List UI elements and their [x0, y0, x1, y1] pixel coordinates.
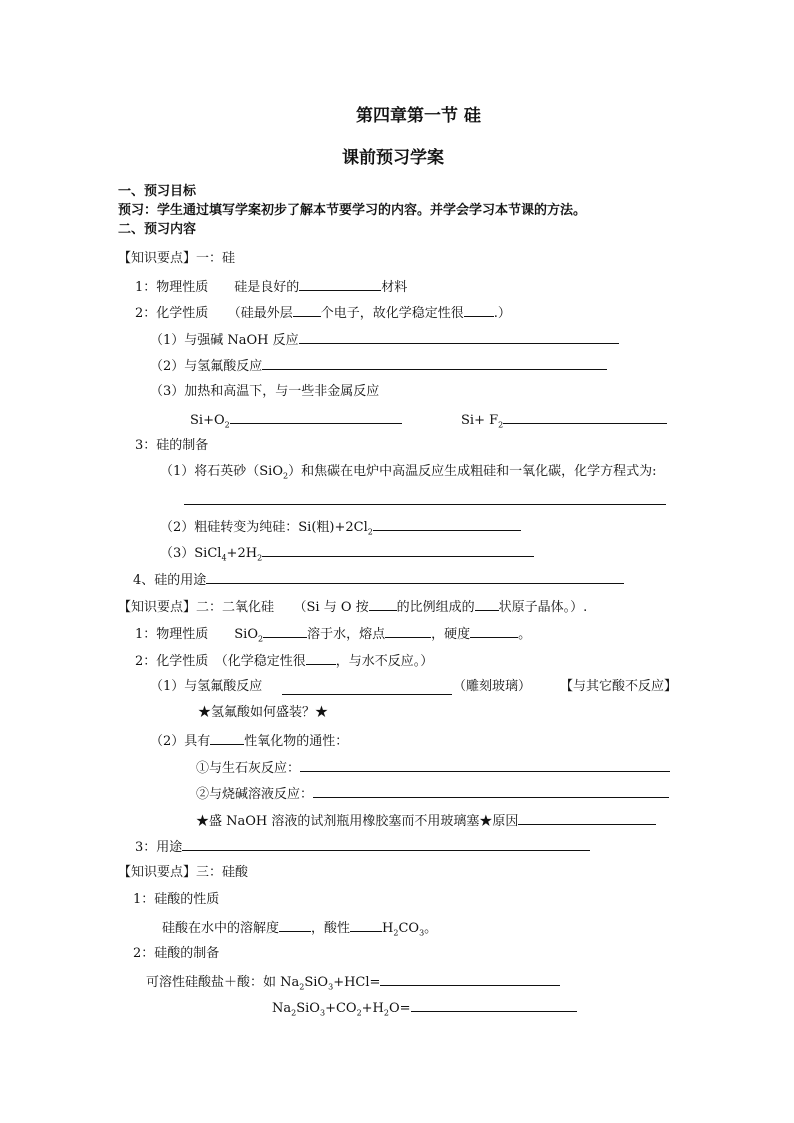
si-naoh-line	[150, 331, 619, 349]
sio2-hardness-blank[interactable]	[470, 625, 518, 638]
silicic-co2-sub4: 2	[383, 1008, 389, 1018]
si-prep-2-line	[160, 518, 521, 536]
si-chemical-end: .）	[493, 306, 511, 321]
sio2-stability-blank[interactable]	[306, 652, 336, 665]
sio2-chemical-end: ，与水不反应。）	[335, 654, 434, 669]
si-naoh-text: （1）与强碱 NaOH 反应	[150, 333, 299, 348]
si-prep-3-blank[interactable]	[262, 544, 534, 557]
silicic-solubility-end: 。	[424, 921, 438, 936]
si-prep-3-line	[160, 544, 534, 562]
silicic-co2-end: O=	[388, 1001, 411, 1016]
sio2-chemical-line	[135, 652, 433, 670]
si-physical-text: 1：物理性质 硅是良好的	[135, 280, 300, 295]
si-hf-line	[150, 357, 607, 375]
sio2-physical-end: 。	[518, 627, 532, 642]
si-f2-line	[461, 411, 667, 429]
si-prep-3-sub2: 2	[257, 553, 263, 563]
silicic-hcl-sio: SiO	[304, 975, 329, 990]
sio2-physical-line	[135, 625, 531, 643]
silicic-co2-sio: SiO	[296, 1001, 320, 1016]
section-heading-content: 二、预习内容	[118, 222, 197, 237]
sio2-naoh-blank[interactable]	[313, 785, 669, 798]
sio2-hf-line	[150, 679, 262, 695]
silicic-prep-heading: 2：硅酸的制备	[133, 946, 220, 961]
h2co3-h: H	[382, 921, 394, 936]
sio2-hf-note: （雕刻玻璃）	[453, 679, 532, 694]
silicic-co2-sub2: 3	[319, 1008, 326, 1018]
sio2-structure-blank[interactable]	[475, 598, 499, 611]
sio2-stopper-text: ★盛 NaOH 溶液的试剂瓶用橡胶塞而不用玻璃塞★原因	[196, 814, 519, 829]
silicic-solubility-text: 硅酸在水中的溶解度	[162, 921, 280, 936]
si-stability-blank[interactable]	[464, 304, 494, 317]
sio2-oxide-type-blank[interactable]	[210, 732, 244, 745]
silicic-hcl-sub1: 2	[299, 982, 305, 992]
silicic-hcl-line	[146, 973, 560, 991]
silicic-hcl-end: +HCl=	[333, 975, 381, 990]
sio2-cao-line	[196, 759, 670, 777]
si-prep-1-blank[interactable]	[184, 492, 666, 505]
silicic-solubility-line	[162, 919, 437, 937]
sio2-heading-mid: 的比例组成的	[396, 600, 475, 615]
si-use-text: 4、硅的用途	[133, 573, 207, 588]
si-o2-sub: 2	[224, 420, 230, 430]
si-physical-text-end: 材料	[381, 280, 408, 295]
si-o2-line	[190, 411, 402, 429]
h2co3-sub1: 2	[393, 928, 399, 938]
silicic-hcl-blank[interactable]	[380, 973, 560, 986]
goal-text: 预习：学生通过填写学案初步了解本节要学习的内容。并学会学习本节课的方法。	[118, 203, 587, 218]
silicic-acidity-blank[interactable]	[350, 919, 382, 932]
si-f2-sub: 2	[498, 420, 504, 430]
si-o2-text: Si+O	[190, 413, 225, 428]
section-heading-goal: 一、预习目标	[118, 184, 197, 199]
h2co3-co: CO	[398, 921, 420, 936]
si-chemical-mid: 个电子，故化学稳定性很	[320, 306, 464, 321]
si-o2-blank[interactable]	[230, 411, 402, 424]
sio2-chemical-text: 2：化学性质 （化学稳定性很	[135, 654, 306, 669]
si-use-blank[interactable]	[206, 571, 624, 584]
sio2-naoh-line	[196, 785, 669, 803]
sio2-physical-text: 1：物理性质 SiO	[135, 627, 258, 642]
h2co3-sub2: 3	[419, 928, 425, 938]
si-prep-3-text-mid: +2H	[226, 546, 258, 561]
silicic-solubility-blank[interactable]	[279, 919, 311, 932]
sio2-other-acid-note: 【与其它酸不反应】	[560, 679, 678, 694]
si-physical-blank[interactable]	[299, 278, 381, 291]
sio2-heading-text: 【知识要点】二：二氧化硅 （Si 与 O 按	[118, 600, 369, 615]
silicic-property-heading: 1：硅酸的性质	[133, 892, 220, 907]
si-prep-3-text: （3）SiCl	[160, 546, 222, 561]
si-prep-2-sub: 2	[367, 527, 373, 537]
si-physical-line	[135, 278, 407, 296]
sio2-physical-mid: 溶于水，熔点	[307, 627, 386, 642]
si-chemical-text: 2：化学性质 （硅最外层	[135, 306, 293, 321]
sio2-physical-mid2: ，硬度	[431, 627, 471, 642]
sio2-acidic-line	[150, 732, 348, 750]
silicic-co2-na: Na	[272, 1001, 292, 1016]
sio2-use-line	[135, 838, 590, 856]
si-hf-text: （2）与氢氟酸反应	[150, 359, 263, 374]
silicic-co2-co: +CO	[325, 1001, 357, 1016]
sio2-cao-blank[interactable]	[300, 759, 670, 772]
silicic-co2-sub3: 2	[356, 1008, 362, 1018]
sio2-physical-sub: 2	[258, 634, 264, 644]
si-chemical-line	[135, 304, 511, 322]
silicic-hcl-text: 可溶性硅酸盐＋酸：如 Na	[146, 975, 300, 990]
page-subtitle: 课前预习学案	[342, 148, 444, 168]
sio2-hf-text: （1）与氢氟酸反应	[150, 679, 263, 694]
si-prep-1-text: （1）将石英砂（SiO	[160, 464, 283, 479]
hf-storage-question: ★氢氟酸如何盛装？★	[198, 705, 329, 720]
sio2-naoh-text: ②与烧碱溶液反应：	[196, 787, 314, 802]
sio2-solubility-blank[interactable]	[263, 625, 307, 638]
si-prep-1-text-end: ）和焦碳在电炉中高温反应生成粗硅和一氧化碳，化学方程式为:	[288, 464, 657, 479]
sio2-heading-end: 状原子晶体。）.	[498, 600, 588, 615]
silicic-co2-sub1: 2	[291, 1008, 297, 1018]
knowledge-heading-silicic-acid: 【知识要点】三：硅酸	[118, 865, 249, 880]
si-nonmetal-text: （3）加热和高温下，与一些非金属反应	[150, 384, 380, 399]
si-prep-1-line	[160, 464, 656, 480]
sio2-acidic-end: 性氧化物的通性：	[244, 734, 349, 749]
si-naoh-blank[interactable]	[299, 331, 619, 344]
page-title: 第四章第一节 硅	[356, 106, 481, 126]
si-prep-2-text: （2）粗硅转变为纯硅：Si(粗)+2Cl	[160, 520, 368, 535]
si-prep-1-sub: 2	[283, 471, 289, 481]
sio2-use-blank[interactable]	[182, 838, 590, 851]
silicic-co2-blank[interactable]	[411, 999, 577, 1012]
sio2-acidic-text: （2）具有	[150, 734, 211, 749]
knowledge-heading-silicon: 【知识要点】一：硅	[118, 251, 236, 266]
sio2-mp-blank[interactable]	[385, 625, 431, 638]
si-prep-3-sub1: 4	[221, 553, 227, 563]
si-f2-blank[interactable]	[503, 411, 667, 424]
si-hf-blank[interactable]	[262, 357, 607, 370]
si-prep-2-blank[interactable]	[373, 518, 521, 531]
sio2-stopper-line	[196, 812, 656, 830]
silicic-co2-h: +H	[361, 1001, 384, 1016]
sio2-stopper-blank[interactable]	[518, 812, 656, 825]
sio2-hf-blank[interactable]	[282, 682, 452, 695]
sio2-ratio-blank[interactable]	[369, 598, 397, 611]
silicic-acidity-text: ，酸性	[311, 921, 351, 936]
knowledge-heading-sio2	[118, 598, 587, 616]
silicic-co2-line	[272, 999, 577, 1017]
si-use-line	[133, 571, 624, 589]
silicic-hcl-sub2: 3	[328, 982, 334, 992]
si-electrons-blank[interactable]	[293, 304, 321, 317]
si-f2-text: Si+ F	[461, 413, 499, 428]
si-prep-heading: 3：硅的制备	[135, 438, 209, 453]
sio2-cao-text: ①与生石灰反应：	[196, 761, 301, 776]
sio2-use-text: 3：用途	[135, 840, 183, 855]
